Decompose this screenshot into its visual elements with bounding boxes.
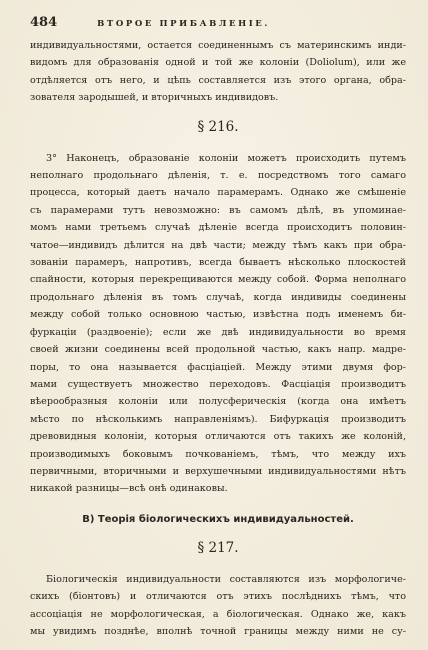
text-line: производимыхъ боковымъ почкованіемъ, тѣмъ, что между ихъ xyxy=(30,448,406,460)
text-line: съ парамерами тутъ невозможно: въ самомъ дѣлѣ, въ упоминае- xyxy=(30,204,406,216)
text-line: спайности, которыя перекрещиваются между собой. Форма неполнаго xyxy=(30,274,406,286)
text-line: поры, то она называется фасціаціей. Между этими двумя фор- xyxy=(30,361,406,373)
text-line: скихъ (біонтовъ) и отличаются отъ этихъ послѣднихъ тѣмъ, что xyxy=(30,591,406,603)
text-line: ассоціація не морфологическая, а біологическая. Однако же, какъ xyxy=(30,608,406,620)
text-line: между собой только основною частью, извѣстна подъ именемъ би- xyxy=(30,309,406,321)
intro-paragraph xyxy=(30,37,406,107)
section-216-heading: § 216. xyxy=(197,118,239,135)
text-line: мы увидимъ позднѣе, вполнѣ точной границы между ними не су- xyxy=(30,625,406,637)
paragraph-216 xyxy=(30,150,406,498)
paragraph-217 xyxy=(30,571,406,641)
page-number: 484 xyxy=(30,15,58,30)
text-line: чатое—индивидъ дѣлится на двѣ части; между тѣмъ какъ при обра- xyxy=(30,239,406,251)
text-line: Біологическія индивидуальности составляются изъ морфологиче- xyxy=(46,573,406,585)
text-line: неполнаго продольнаго дѣленія, т. е. посредствомъ того самаго xyxy=(30,170,406,182)
text-line: момъ нами третьемъ случаѣ дѣленіе всегда происходитъ половин- xyxy=(30,222,406,234)
text-line: фуркаціи (раздвоеніе); если же двѣ индивидуальности во время xyxy=(30,326,406,338)
text-line: мѣсто по нѣсколькимъ направленіямъ). Бифуркація производитъ xyxy=(30,413,406,425)
page-header xyxy=(30,16,406,31)
text-line: 3° Наконецъ, образованіе колоніи можетъ происходить путемъ xyxy=(46,152,406,164)
section-217-heading: § 217. xyxy=(197,539,239,556)
running-head: ВТОРОЕ ПРИБАВЛЕНІЕ. xyxy=(97,19,270,29)
text-line: вѣерообразныя колоніи или полусферическія (когда она имѣетъ xyxy=(30,396,406,408)
text-line: древовидныя колоніи, которыя отличаются отъ такихъ же колоній, xyxy=(30,431,406,443)
text-line: мами существуетъ множество переходовъ. Фасціація производитъ xyxy=(30,378,406,390)
text-line: процесса, который даетъ начало парамерамъ. Однако же смѣшеніе xyxy=(30,187,406,199)
text-line: видомъ для образованія одной и той же колоніи (Doliolum), или же xyxy=(30,57,406,69)
text-line: продольнаго дѣленія въ томъ случаѣ, когда индивиды соединены xyxy=(30,291,406,303)
text-line: никакой разницы—всѣ онѣ одинаковы. xyxy=(30,483,228,495)
text-line: индивидуальностями, остается соединеннымъ съ материнскимъ инди- xyxy=(30,40,406,51)
text-line: зованіи парамеръ, напротивъ, всегда бываетъ нѣсколько плоскостей xyxy=(30,257,406,269)
text-line: своей жизни соединены всей продольной частью, какъ напр. мадре- xyxy=(30,344,406,356)
text-line: зователя зародышей, и вторичныхъ индивидовъ. xyxy=(30,92,279,104)
text-line: отдѣляется отъ него, и цѣпь составляется изъ этого органа, обра- xyxy=(30,74,406,86)
subheading-b: B) Теорія біологическихъ индивидуальностей. xyxy=(82,513,354,525)
text-line: первичными, вторичными и верхушечными индивидуальностями нѣтъ xyxy=(30,465,406,477)
